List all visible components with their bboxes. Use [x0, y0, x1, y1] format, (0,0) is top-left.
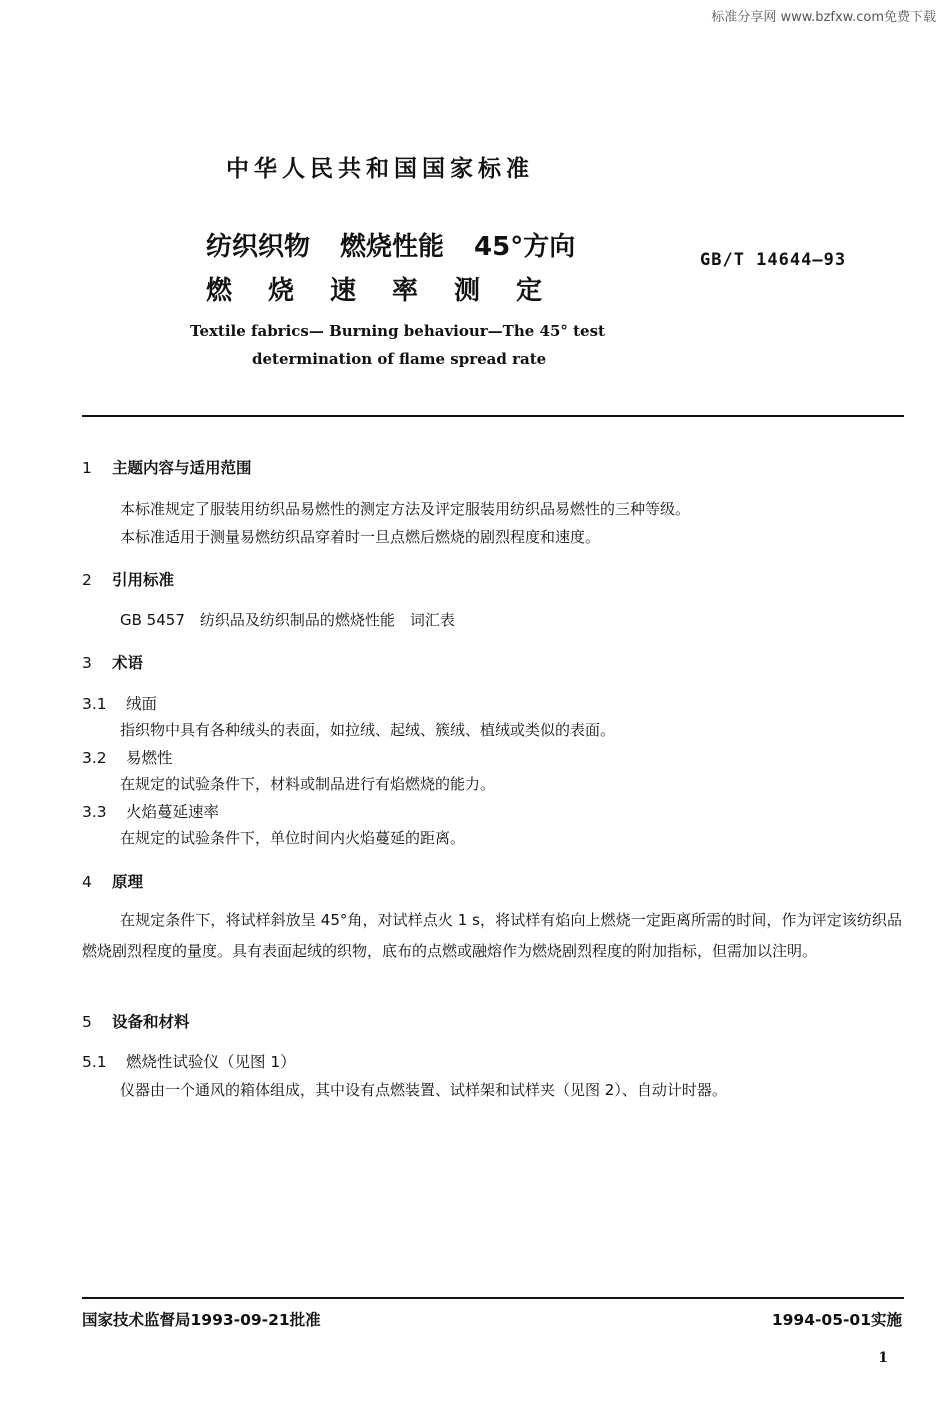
- bottom-rule: [82, 1297, 904, 1299]
- term-3-1-definition: 指织物中具有各种绒头的表面，如拉绒、起绒、簇绒、植绒或类似的表面。: [120, 721, 616, 739]
- subsection-5-1-text: 仪器由一个通风的箱体组成，其中设有点燃装置、试样架和试样夹（见图 2）、自动计时器。: [120, 1081, 727, 1099]
- term-3-2-definition: 在规定的试验条件下，材料或制品进行有焰燃烧的能力。: [120, 775, 496, 793]
- title-zh-line1: [206, 226, 575, 263]
- section-number: 3: [82, 654, 92, 672]
- approval-date: 国家技术监督局1993-09-21批准: [82, 1311, 321, 1329]
- section-5-heading: [82, 1010, 190, 1032]
- term-title: 绒面: [126, 695, 158, 713]
- section-number: 2: [82, 571, 92, 589]
- title-zh-line2: 燃烧速率测定: [206, 276, 579, 306]
- section-2-reference: GB 5457 纺织品及纺织制品的燃烧性能 词汇表: [120, 611, 455, 629]
- section-title: 术语: [112, 654, 144, 672]
- term-3-1-heading: [82, 692, 157, 714]
- section-number: 5: [82, 1013, 92, 1031]
- section-4-paragraph: 在规定条件下，将试样斜放呈 45°角，对试样点火 1 s，将试样有焰向上燃烧一定距离所需的时间，作为评定该纺织品燃烧剧烈程度的量度。具有表面起绒的织物，底布的点燃或融熔作为燃烧剧烈程度的附加指标，但需加以注明。: [82, 911, 902, 960]
- title-zh-part1: 纺织织物: [206, 232, 311, 262]
- term-title: 易燃性: [126, 749, 173, 767]
- title-zh-part3: 45°方向: [474, 232, 576, 262]
- term-3-2-heading: [82, 746, 173, 768]
- subsection-title: 燃烧性试验仪（见图 1）: [126, 1053, 296, 1071]
- section-1-paragraph-2: 本标准适用于测量易燃纺织品穿着时一旦点燃后燃烧的剧烈程度和速度。: [120, 528, 601, 546]
- term-3-3-heading: [82, 800, 219, 822]
- term-number: 3.2: [82, 749, 107, 767]
- term-number: 3.1: [82, 695, 107, 713]
- title-zh-part2: 燃烧性能: [340, 232, 445, 262]
- title-en-line2: determination of flame spread rate: [252, 350, 547, 368]
- page-number: 1: [878, 1350, 888, 1366]
- section-1-heading: [82, 456, 252, 478]
- section-number: 1: [82, 459, 92, 477]
- national-standard-heading: 中华人民共和国国家标准: [226, 156, 534, 182]
- section-1-paragraph-1: 本标准规定了服装用纺织品易燃性的测定方法及评定服装用纺织品易燃性的三种等级。: [120, 500, 691, 518]
- title-en-line1: Textile fabrics— Burning behaviour—The 45° test: [190, 322, 605, 340]
- section-2-heading: [82, 568, 174, 590]
- term-title: 火焰蔓延速率: [126, 803, 220, 821]
- implementation-date: 1994-05-01实施: [771, 1311, 902, 1329]
- term-3-3-definition: 在规定的试验条件下，单位时间内火焰蔓延的距离。: [120, 829, 466, 847]
- standard-number: GB/T 14644—93: [700, 250, 847, 270]
- section-4-heading: [82, 870, 143, 892]
- section-title: 原理: [112, 873, 144, 891]
- subsection-5-1-heading: [82, 1050, 296, 1072]
- section-3-heading: [82, 651, 143, 673]
- section-number: 4: [82, 873, 92, 891]
- section-title: 设备和材料: [112, 1013, 190, 1031]
- subsection-number: 5.1: [82, 1053, 107, 1071]
- section-title: 主题内容与适用范围: [112, 459, 252, 477]
- section-title: 引用标准: [112, 571, 175, 589]
- term-number: 3.3: [82, 803, 107, 821]
- top-rule: [82, 415, 904, 417]
- watermark: 标准分享网 www.bzfxw.com免费下载: [711, 10, 936, 25]
